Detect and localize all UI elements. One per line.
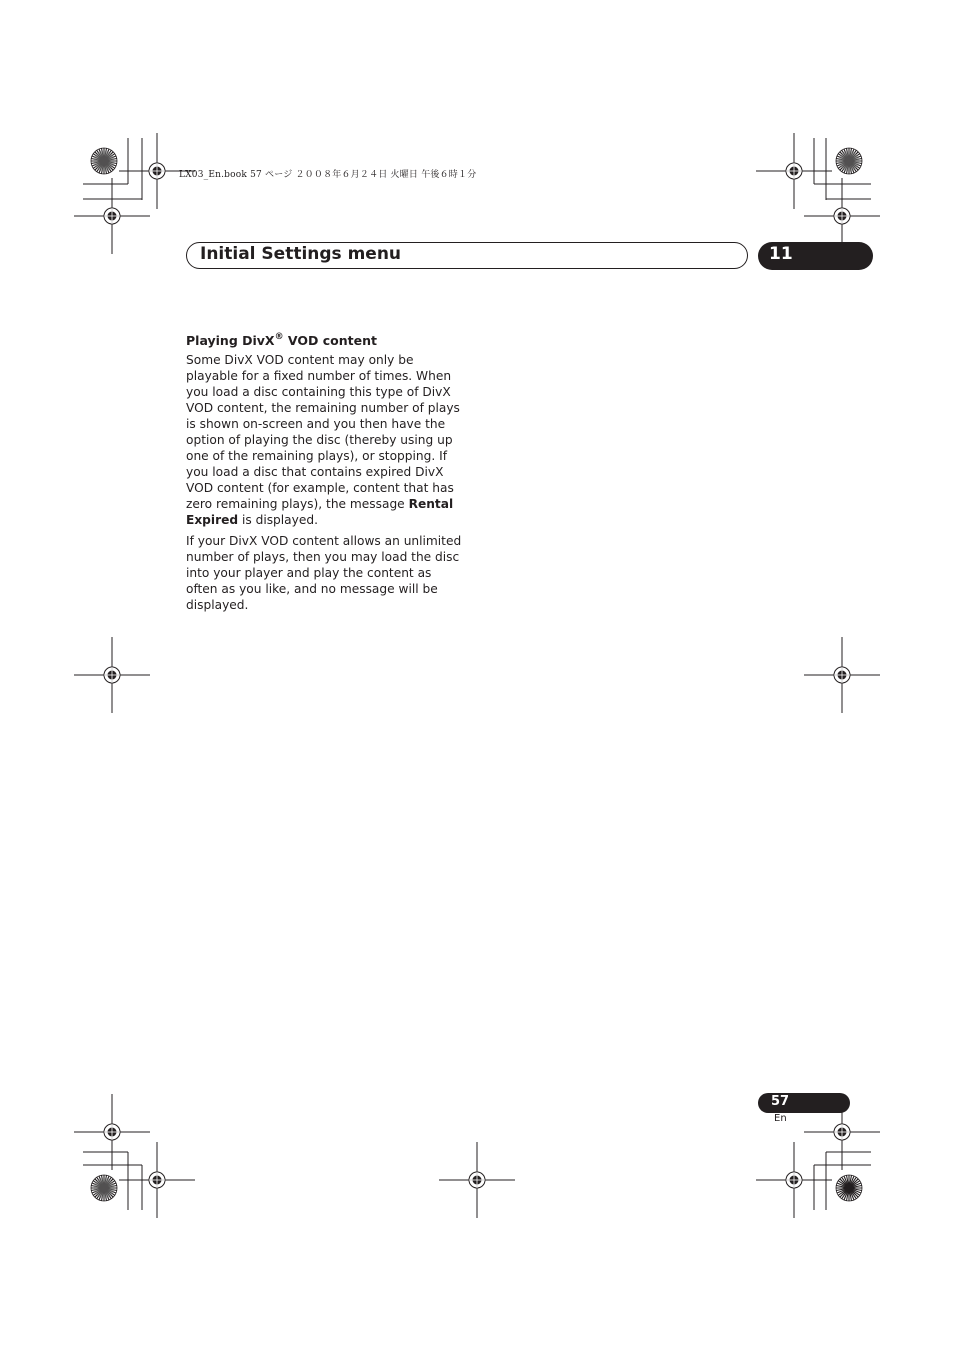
- registered-mark: ®: [274, 331, 284, 342]
- page-language: En: [774, 1113, 787, 1124]
- rental-expired-message: Rental Expired: [186, 497, 454, 527]
- main-content: [186, 332, 462, 618]
- chapter-number: 11: [769, 244, 793, 264]
- paragraph-1: [186, 352, 462, 528]
- section-heading: [186, 332, 462, 350]
- file-header: LX03_En.book 57 ページ ２００８年６月２４日 火曜日 午後６時１分: [179, 170, 477, 180]
- paragraph-1-text-a: Some DivX VOD content may only be playable for a fixed number of times. When you load a disc containing this type of DivX VOD content, the remaining number of plays is shown on-screen and you then have the option of playing the disc (thereby using up one of the remaining plays), or stopping. If you load a disc that contains expired DivX VOD content (for example, content that has zero remaining plays), the message: [186, 353, 460, 511]
- heading-prefix: Playing DivX: [186, 333, 275, 348]
- page-number: 57: [771, 1094, 790, 1109]
- heading-suffix: VOD content: [283, 333, 377, 348]
- page-title: Initial Settings menu: [200, 244, 402, 264]
- paragraph-1-text-b: is displayed.: [238, 513, 318, 527]
- paragraph-2: If your DivX VOD content allows an unlimited number of plays, then you may load the disc into your player and play the content as often as you like, and no message will be displayed.: [186, 534, 462, 612]
